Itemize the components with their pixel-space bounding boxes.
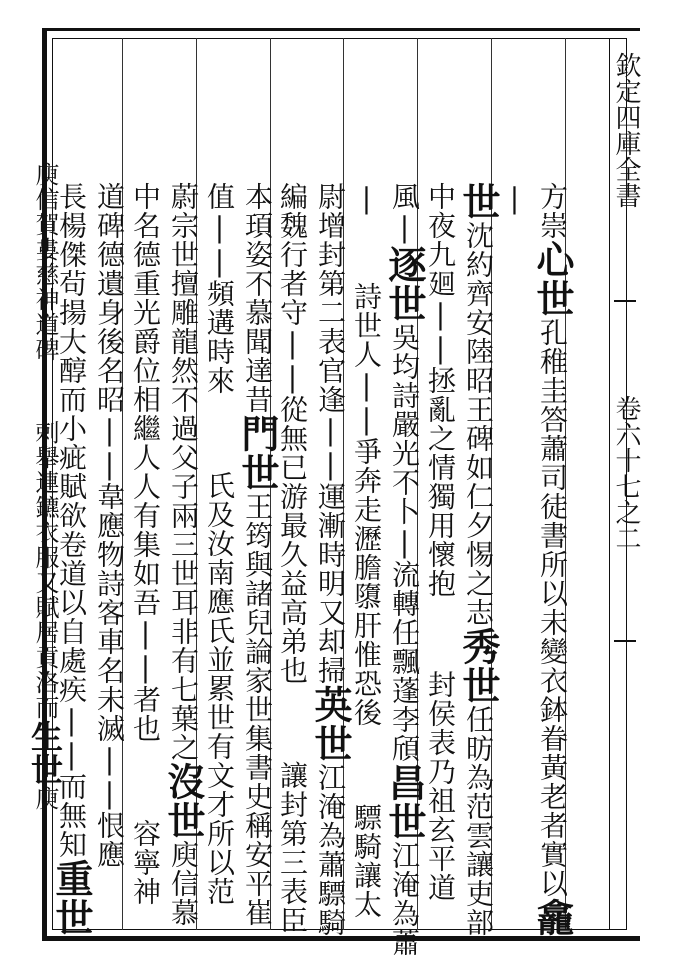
fish-tail-mark [614,300,636,302]
text-column-7: 尉增封第二表官逢||運漸時明又却掃英世江淹為蕭驃騎 [308,182,353,937]
text-column-9: 本頊姿不慕聞達昔門世王筠與諸兒論家世集書史稱安平崔 [235,182,280,927]
text-column-6: |詩世人||爭奔走瀝膽隳肝惟恐後驃騎讓太 [350,182,383,919]
text-column-1: 方崇心世孔稚圭答蕭司徒書所以未變衣鉢眷黃老者實以龕 [530,182,575,937]
text-column-4: 中夜九廻||拯亂之情獨用懷抱封侯表乃祖玄平道 [424,182,457,902]
chapter-label: 卷六十七之二 [611,395,641,551]
book-title: 欽定四庫全書 [611,52,641,208]
text-column-8: 編魏行者守||從無已游最久益高弟也讓封第三表臣 [276,182,309,935]
fish-tail-mark-lower [614,640,636,642]
text-column-13: 道碑德遺身後名昭||韋應物詩客車名未滅||恨應 [93,182,126,869]
text-column-15: 庾信賀婁慈神道碑||剌舉連鑣衣服又賦居貢洛而生世庾 [26,162,64,811]
text-column-2: | [498,182,531,216]
text-column-3: 世沈約齊安陸昭王碑如仁夕惕之志秀世任昉為范雲讓吏部 [456,182,501,937]
text-column-12: 中名德重光爵位相繼人人有集如吾||者也容寧神 [129,182,162,906]
text-column-10: 值||頻遘時來氏及汝南應氏並累世有文才所以范 [203,182,236,906]
text-column-5: 風|逐世吳均詩嚴光不卜|流轉任飄蓬李頎昌世江淹為蕭 [382,182,427,957]
text-column-14: 長楊傑茍揚大醇而小疵賦欲卷道以自處疾||而無知重世 [49,182,94,937]
text-column-11: 蔚宗世擅雕龍然不過父子兩三世耳非有七葉之沒世庾信慕 [161,182,206,927]
